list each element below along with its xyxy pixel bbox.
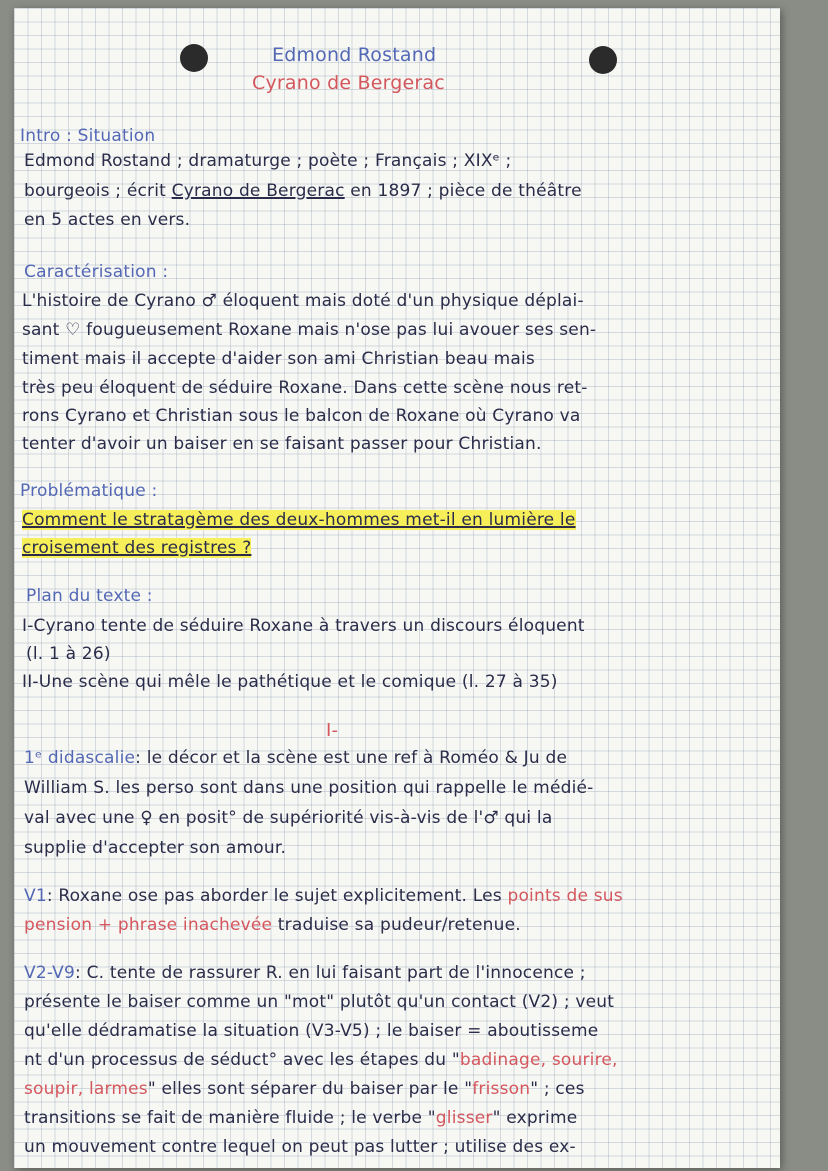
didascalie-line-2: William S. les perso sont dans une position qui rappelle le médié- [24,778,594,798]
v2-line-3: qu'elle dédramatise la situation (V3-V5) ; le baiser = aboutisseme [24,1021,599,1041]
didascalie-line-1 [24,748,567,768]
punch-hole-left [180,44,208,72]
v2-steps-2: soupir, larmes [24,1079,148,1099]
v2-line-1 [24,963,586,983]
work-title: Cyrano de Bergerac [252,72,445,94]
notebook-page [14,8,780,1168]
v2-line-7: un mouvement contre lequel on peut pas lutter ; utilise des ex- [24,1137,576,1157]
v1-highlight-2: pension + phrase inachevée [24,915,273,935]
v1-line-1 [24,886,623,906]
v2-line-5 [24,1079,585,1099]
v2-line-2: présente le baiser comme un "mot" plutôt qu'un contact (V2) ; veut [24,992,615,1012]
v1-label: V1 [24,886,47,906]
problematique-heading: Problématique : [20,481,158,501]
intro-heading: Intro : Situation [20,126,156,146]
punch-hole-right [589,46,617,74]
author-title: Edmond Rostand [272,44,437,66]
problematique-line-1 [22,510,576,530]
didascalie-line-3: val avec une ♀ en posit° de supériorité vis-à-vis de l'♂ qui la [24,808,553,828]
v1-highlight: points de sus [507,886,623,906]
problematique-line-2 [22,538,251,558]
intro-line-2-start: bourgeois ; écrit [24,181,172,201]
v2-label: V2-V9 [24,963,76,983]
intro-line-2 [24,181,582,201]
v2-steps-1: badinage, sourire, [459,1050,618,1070]
didascalie-text-1: : le décor et la scène est une ref à Roméo & Ju de [135,748,568,768]
caracterisation-line-4: très peu éloquent de séduire Roxane. Dans cette scène nous ret- [22,378,588,398]
v2-text-5b: " ; ces [530,1079,585,1099]
caracterisation-line-2: sant ♡ fougueusement Roxane mais n'ose pas lui avouer ses sen- [22,320,597,340]
v2-line-6 [24,1108,577,1128]
didascalie-label: 1ᵉ didascalie [24,748,136,768]
v2-text-6: transitions se fait de manière fluide ; le verbe " [24,1108,436,1128]
section-marker: I- [326,720,339,741]
v2-text-5: " elles sont séparer du baiser par le " [147,1079,473,1099]
plan-part-2: II-Une scène qui mêle le pathétique et le comique (l. 27 à 35) [22,672,558,692]
v2-frisson: frisson [472,1079,531,1099]
problematique-question-1: Comment le stratagème des deux-hommes met-il en lumière le [22,510,576,530]
caracterisation-heading: Caractérisation : [24,262,169,282]
v2-line-4 [24,1050,618,1070]
v1-text: : Roxane ose pas aborder le sujet explicitement. Les [46,886,508,906]
caracterisation-line-6: tenter d'avoir un baiser en se faisant passer pour Christian. [22,434,542,454]
plan-heading: Plan du texte : [26,586,153,606]
caracterisation-line-1: L'histoire de Cyrano ♂ éloquent mais doté d'un physique déplai- [22,291,584,311]
problematique-question-2: croisement des registres ? [22,538,252,558]
v1-text-2: traduise sa pudeur/retenue. [272,915,521,935]
v1-line-2 [24,915,521,935]
didascalie-line-4: supplie d'accepter son amour. [24,838,287,858]
plan-part-1: I-Cyrano tente de séduire Roxane à travers un discours éloquent [22,616,585,636]
intro-work-title: Cyrano de Bergerac [171,181,345,201]
intro-line-2-end: en 1897 ; pièce de théâtre [344,181,582,201]
v2-glisser: glisser [435,1108,493,1128]
v2-text-1: : C. tente de rassurer R. en lui faisant part de l'innocence ; [75,963,586,983]
caracterisation-line-3: timent mais il accepte d'aider son ami Christian beau mais [22,349,535,369]
caracterisation-line-5: rons Cyrano et Christian sous le balcon de Roxane où Cyrano va [22,406,581,426]
intro-line-1: Edmond Rostand ; dramaturge ; poète ; Français ; XIXᵉ ; [24,151,512,171]
v2-text-4: nt d'un processus de séduct° avec les étapes du " [24,1050,460,1070]
v2-text-6b: " exprime [492,1108,578,1128]
intro-line-3: en 5 actes en vers. [24,210,191,230]
plan-part-1-lines: (l. 1 à 26) [26,644,111,664]
